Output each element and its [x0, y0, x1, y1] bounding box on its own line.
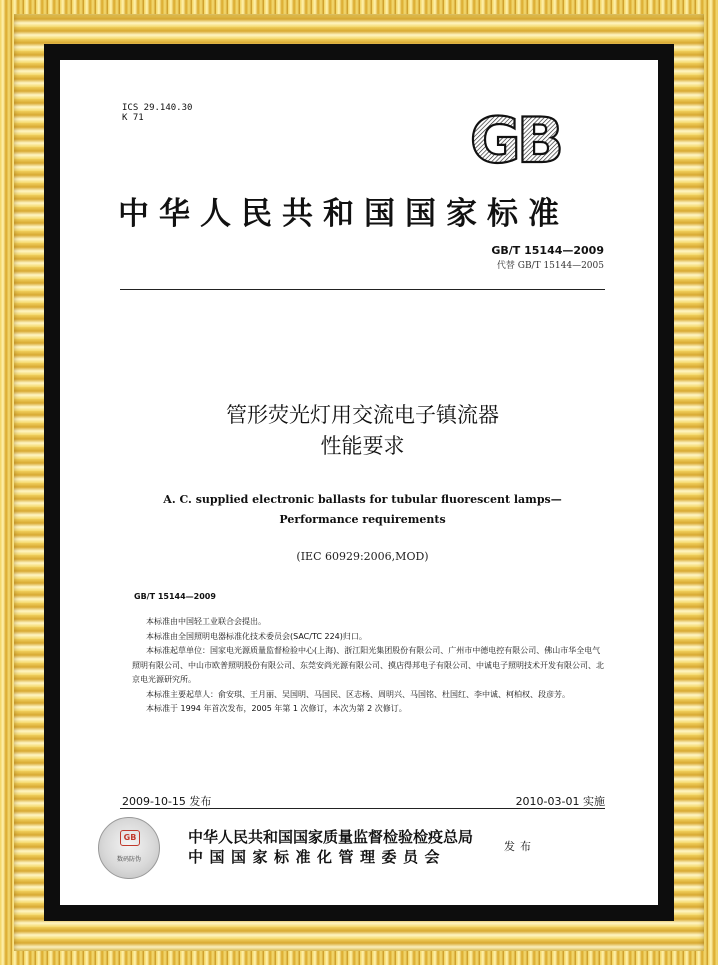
- gb-logo-icon: [456, 112, 574, 170]
- divider-bottom: [120, 808, 605, 809]
- title-cn-line2: 性能要求: [320, 434, 405, 458]
- divider-top: [120, 289, 605, 290]
- national-standard-heading: 中华人民共和国国家标准: [118, 196, 569, 232]
- title-en-line1: A. C. supplied electronic ballasts for tubular fluorescent lamps—: [163, 493, 562, 506]
- document-page: [60, 60, 658, 905]
- foreword-paragraph: 本标准主要起草人：俞安琪、王月丽、吴国明、马国民、区志杨、周明兴、马国铭、杜国红、李中诚、柯柏权、段彦芳。: [146, 689, 570, 699]
- publish-label: 发布: [504, 840, 536, 853]
- implementation-date: 2010-03-01 实施: [515, 795, 605, 808]
- foreword-paragraph: 本标准于 1994 年首次发布，2005 年第 1 次修订，本次为第 2 次修订。: [146, 704, 407, 713]
- issuing-authority: [188, 827, 473, 867]
- title-english: [120, 490, 605, 530]
- authority-line1: 中华人民共和国国家质量监督检验检疫总局: [188, 828, 474, 846]
- foreword-standard-number: GB/T 15144—2009: [134, 592, 216, 601]
- authority-line2: 中国国家标准化管理委员会: [188, 848, 447, 866]
- issue-date: 2009-10-15 发布: [122, 795, 212, 808]
- foreword-paragraph: 本标准起草单位：国家电光源质量监督检验中心(上海)、浙江阳光集团股份有限公司、广州市中德电控有限公司、佛山市华全电气照明有限公司、中山市欧普照明股份有限公司、东莞安尚光源有限公司、摸店得邦电子有限公司、中诚电子照明技术开发有限公司、北京电光源研究所。: [132, 646, 604, 684]
- foreword: [132, 615, 604, 717]
- logo-text: GB: [469, 112, 561, 170]
- foreword-paragraph: 本标准由全国照明电器标准化技术委员会(SAC/TC 224)归口。: [146, 631, 367, 641]
- seal-emblem-icon: GB: [120, 830, 140, 846]
- classification-codes: [122, 103, 192, 123]
- title-chinese: [120, 400, 605, 462]
- replaces-standard: 代替 GB/T 15144—2005: [496, 261, 604, 271]
- anti-counterfeit-seal: [98, 817, 160, 879]
- foreword-paragraph: 本标准由中国轻工业联合会提出。: [146, 617, 266, 626]
- iec-reference: (IEC 60929:2006,MOD): [296, 550, 429, 563]
- title-en-line2: Performance requirements: [279, 513, 446, 526]
- seal-label: 数码防伪: [116, 856, 141, 863]
- k-code: K 71: [122, 113, 144, 123]
- ics-code: ICS 29.140.30: [122, 103, 193, 113]
- title-cn-line1: 管形荧光灯用交流电子镇流器: [226, 403, 499, 427]
- standard-number: GB/T 15144—2009: [491, 244, 604, 257]
